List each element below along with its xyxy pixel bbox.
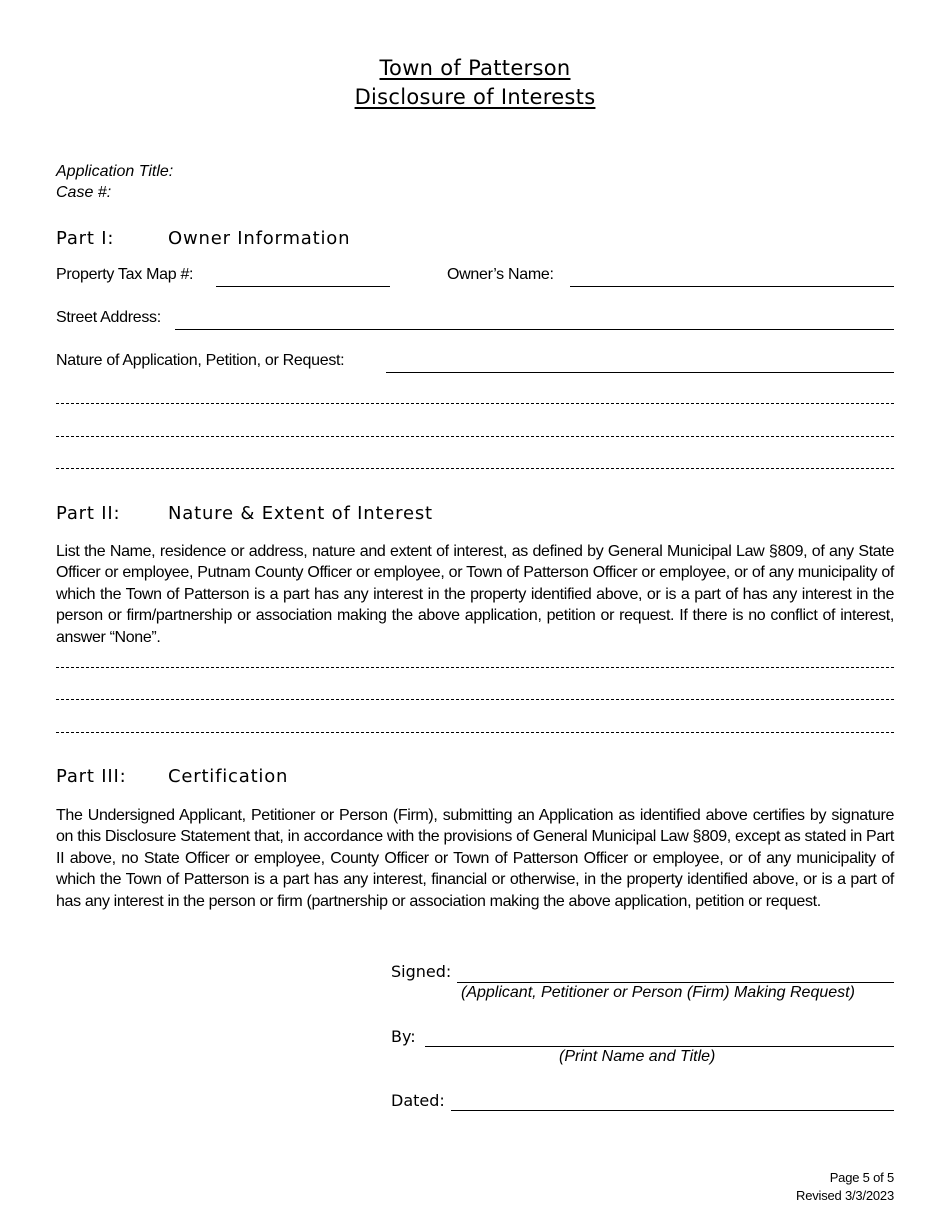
owner-row [447, 266, 894, 284]
part1-number: Part I: [56, 228, 115, 249]
page-subtitle: Disclosure of Interests [354, 85, 596, 109]
part1-title: Owner Information [168, 228, 351, 249]
nature-line-3[interactable] [56, 468, 894, 469]
nature-row [56, 352, 894, 370]
owner-name-label: Owner’s Name: [447, 266, 554, 283]
by-caption: (Print Name and Title) [559, 1048, 716, 1065]
part2-heading [56, 503, 433, 524]
part3-body: The Undersigned Applicant, Petitioner or Person (Firm), submitting an Application as identified above certifies by signature on this Disclosure Statement that, in accordance with the provisions of General Municipal Law §809, except as stated in Part II above, no State Officer or employee, County Officer or Town of Patterson Officer or employee, or of any municipality of which the Town of Patterson is a part has any interest, financial or otherwise, in the property identified above, or is a part of has any interest in the person or firm (partnership or association making the above application, petition or request. [56, 807, 894, 910]
tax-map-label: Property Tax Map #: [56, 266, 194, 283]
case-number-label: Case #: [56, 184, 112, 201]
part3-title: Certification [168, 766, 289, 787]
part2-number: Part II: [56, 503, 121, 524]
signed-label: Signed: [391, 962, 452, 981]
part2-title: Nature & Extent of Interest [168, 503, 433, 524]
page-number: Page 5 of 5 [829, 1170, 894, 1185]
part1-heading [56, 228, 351, 249]
part3-heading [56, 766, 289, 787]
street-address-label: Street Address: [56, 309, 161, 326]
by-label: By: [391, 1027, 416, 1046]
street-address-field[interactable] [175, 329, 894, 330]
print-name-field[interactable] [425, 1046, 894, 1047]
revised-date: Revised 3/3/2023 [796, 1188, 894, 1203]
interest-line-3[interactable] [56, 732, 894, 733]
interest-line-2[interactable] [56, 699, 894, 700]
page-subtitle-wrap [0, 85, 950, 109]
nature-line-2[interactable] [56, 436, 894, 437]
part3-number: Part III: [56, 766, 127, 787]
page-title: Town of Patterson [379, 56, 571, 80]
page-title-wrap [0, 56, 950, 80]
owner-name-field[interactable] [570, 286, 894, 287]
date-field[interactable] [451, 1110, 894, 1111]
application-title-label: Application Title: [56, 163, 174, 180]
interest-line-1[interactable] [56, 667, 894, 668]
signature-field[interactable] [457, 982, 894, 983]
nature-label: Nature of Application, Petition, or Request: [56, 352, 345, 369]
nature-line-1[interactable] [56, 403, 894, 404]
signed-caption: (Applicant, Petitioner or Person (Firm) Making Request) [461, 984, 855, 1001]
nature-field[interactable] [386, 372, 894, 373]
street-row [56, 309, 894, 327]
tax-map-field[interactable] [216, 286, 390, 287]
part2-body: List the Name, residence or address, nature and extent of interest, as defined by General Municipal Law §809, of any State Officer or employee, Putnam County Officer or employee, or Town of Patterson Officer or employee, or of any municipality of which the Town of Patterson is a part has any interest in the property identified above, or is a part of has any interest in the person or firm/partnership or association making the above application, petition or request. If there is no conflict of interest, answer “None”. [56, 543, 894, 646]
dated-label: Dated: [391, 1091, 445, 1110]
